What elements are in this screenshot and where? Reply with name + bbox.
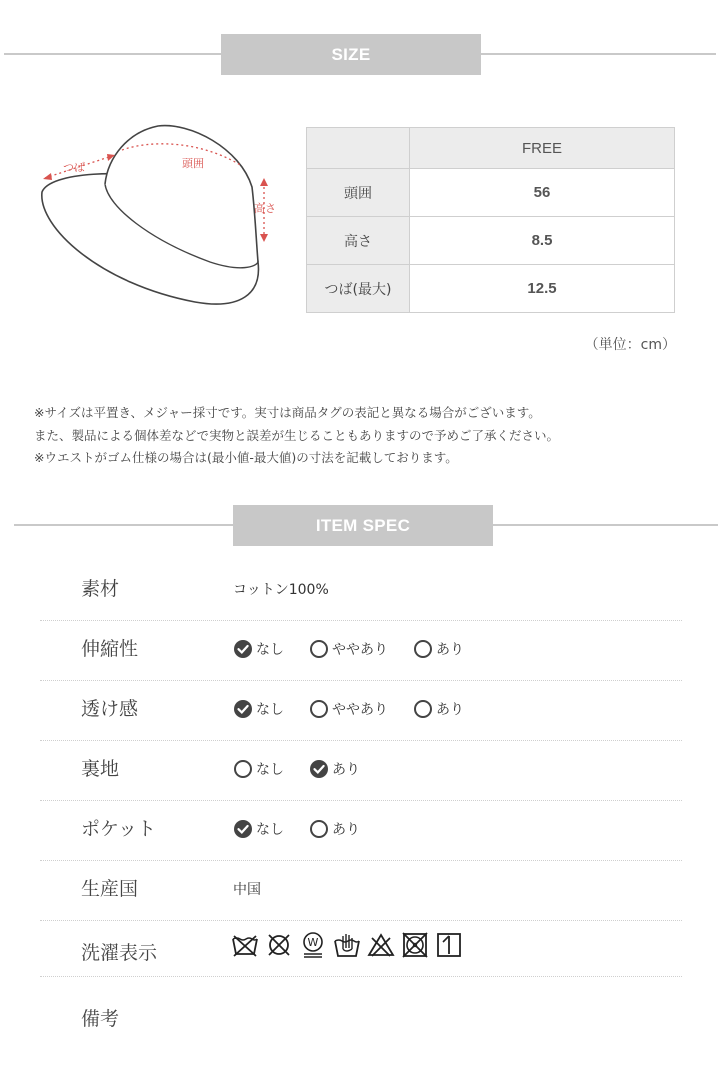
radio-checked-icon: [309, 759, 329, 779]
radio-option: [233, 819, 284, 839]
spec-label: ポケット: [81, 818, 157, 840]
radio-option: [233, 639, 284, 659]
radio-option: [309, 759, 360, 779]
size-row-value: 56: [410, 169, 675, 217]
size-row-label: 頭囲: [307, 169, 410, 217]
spec-row-stretch: [40, 620, 682, 681]
radio-group: [233, 639, 489, 659]
option-label: あり: [332, 822, 360, 838]
option-label: ややあり: [332, 702, 388, 718]
radio-option: [413, 699, 464, 719]
size-table-row: [307, 217, 675, 265]
radio-group: [233, 699, 489, 719]
hand-wash-icon: [332, 930, 362, 960]
size-table: [306, 127, 675, 313]
spec-label: 備考: [81, 1008, 120, 1030]
spec-row-remarks: [40, 976, 682, 1036]
head-label: 頭囲: [182, 157, 204, 170]
no-wash-icon: [230, 930, 260, 960]
radio-empty-icon: [309, 819, 329, 839]
height-label: 高さ: [254, 202, 276, 215]
size-header-label: SIZE: [331, 44, 371, 64]
spec-row-pocket: [40, 800, 682, 861]
radio-option: [413, 639, 464, 659]
spec-label: 裏地: [81, 758, 120, 780]
note-line: ※ウエストがゴム仕様の場合は(最小値-最大値)の寸法を記載しております。: [34, 450, 458, 465]
size-table-corner: [307, 128, 410, 169]
size-row-label: 高さ: [307, 217, 410, 265]
size-notes: [34, 402, 559, 470]
radio-option: [309, 699, 388, 719]
option-label: なし: [256, 702, 284, 718]
option-label: なし: [256, 762, 284, 778]
spec-label: 洗濯表示: [81, 942, 158, 964]
radio-empty-icon: [309, 639, 329, 659]
radio-group: [233, 819, 385, 839]
height-arrow-down-icon: [260, 234, 268, 242]
radio-empty-icon: [413, 699, 433, 719]
option-label: ややあり: [332, 642, 388, 658]
material-value: コットン100%: [233, 582, 329, 598]
radio-option: [233, 759, 284, 779]
line-dry-icon: [434, 930, 464, 960]
item-spec-header: [233, 505, 493, 546]
brim-arrow-left-icon: [43, 173, 52, 180]
no-tumble-dry-icon: [264, 930, 294, 960]
spec-label: 透け感: [81, 698, 139, 720]
item-spec-header-label: ITEM SPEC: [315, 515, 411, 535]
spec-label: 伸縮性: [81, 638, 139, 660]
size-row-value: 12.5: [410, 265, 675, 313]
brim-label: つば: [63, 161, 85, 174]
size-column-free: FREE: [410, 128, 675, 169]
spec-row-origin: [40, 860, 682, 921]
spec-row-care: [40, 920, 682, 977]
height-arrow-up-icon: [260, 178, 268, 186]
option-label: なし: [256, 822, 284, 838]
radio-option: [233, 699, 284, 719]
option-label: あり: [436, 702, 464, 718]
size-table-header-row: [307, 128, 675, 169]
spec-label: 生産国: [81, 878, 139, 900]
svg-text:W: W: [307, 936, 319, 949]
spec-row-sheer: [40, 680, 682, 741]
size-row-value: 8.5: [410, 217, 675, 265]
size-header: [221, 34, 481, 75]
size-table-row: [307, 169, 675, 217]
bucket-hat-diagram: [30, 112, 300, 322]
spec-label: 素材: [81, 578, 120, 600]
option-label: あり: [332, 762, 360, 778]
radio-empty-icon: [309, 699, 329, 719]
option-label: あり: [436, 642, 464, 658]
spec-row-lining: [40, 740, 682, 801]
radio-checked-icon: [233, 699, 253, 719]
size-table-row: [307, 265, 675, 313]
radio-checked-icon: [233, 639, 253, 659]
radio-checked-icon: [233, 819, 253, 839]
unit-note: （単位：cm）: [584, 337, 676, 353]
care-icons: [230, 930, 464, 960]
radio-option: [309, 639, 388, 659]
radio-group: [233, 759, 385, 779]
option-label: なし: [256, 642, 284, 658]
note-line: また、製品による個体差などで実物と誤差が生じることもありますので予めご了承ください。: [34, 427, 560, 443]
spec-row-material: [40, 560, 682, 621]
origin-value: 中国: [233, 882, 261, 898]
size-row-label: つば(最大): [307, 265, 410, 313]
radio-option: [309, 819, 360, 839]
wet-cleaning-icon: [298, 930, 328, 960]
note-line: ※サイズは平置き、メジャー採寸です。実寸は商品タグの表記と異なる場合がございます。: [34, 405, 541, 420]
no-dry-clean-icon: [400, 930, 430, 960]
no-bleach-icon: [366, 930, 396, 960]
radio-empty-icon: [233, 759, 253, 779]
radio-empty-icon: [413, 639, 433, 659]
